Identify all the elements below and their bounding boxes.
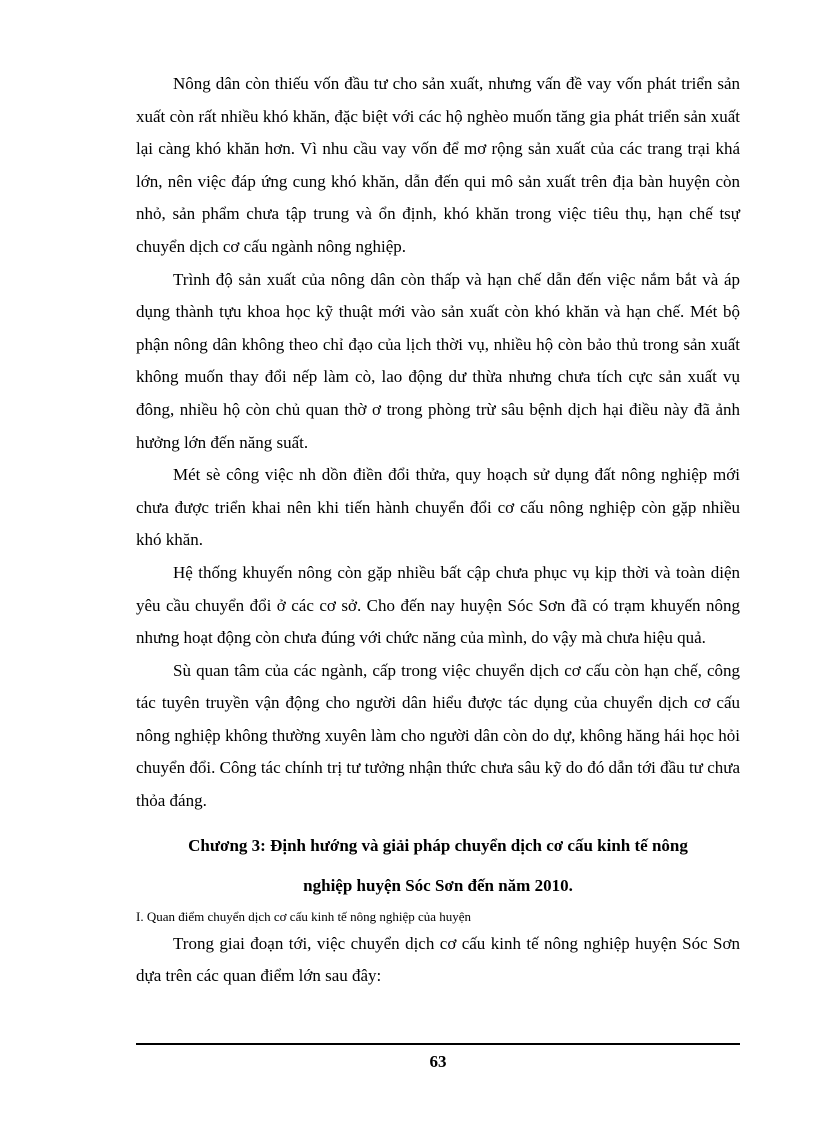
closing-paragraph: Trong giai đoạn tới, việc chuyển dịch cơ cấu kinh tế nông nghiệp huyện Sóc Sơn dựa trên các quan điểm lớn sau đây:: [136, 933, 740, 986]
chapter-heading: [136, 826, 740, 906]
document-page: [136, 68, 740, 993]
body-paragraph: Nông dân còn thiếu vốn đầu tư cho sản xuất, nhưng vấn đề vay vốn phát triển sản xuất còn rất nhiều khó khăn, đặc biệt với các hộ nghèo muốn tăng gia phát triển sản xuất lại càng khó khăn hơn. Vì nhu cầu vay vốn để mơ rộng sản xuất của các trang trại khá lớn, nên việc đáp ứng cung khó khăn, dẫn đến qui mô sản xuất trên địa bàn huyện còn nhỏ, sản phẩm chưa tập trung và ổn định, khó khăn trong việc tiêu thụ, hạn chế tsự chuyển dịch cơ cấu ngành nông nghiệp.: [136, 74, 740, 256]
section-heading: I. Quan điểm chuyển dịch cơ cấu kinh tế nông nghiệp của huyện: [136, 908, 472, 924]
chapter-heading-line-1: Chương 3: Định hướng và giải pháp chuyển dịch cơ cấu kinh tế nông: [188, 835, 688, 855]
body-paragraph: Sù quan tâm của các ngành, cấp trong việc chuyển dịch cơ cấu còn hạn chế, công tác tuyên truyền vận động cho người dân hiểu được tác dụng của chuyển dịch cơ cấu nông nghiệp không thường xuyên làm cho người dân còn do dự, không hăng hái học hỏi chuyển đổi. Công tác chính trị tư tưởng nhận thức chưa sâu kỹ do đó dẫn tới đầu tư chưa thỏa đáng.: [136, 660, 740, 811]
body-paragraph: Trình độ sản xuất của nông dân còn thấp và hạn chế dẫn đến việc nắm bắt và áp dụng thành tựu khoa học kỹ thuật mới vào sản xuất còn khó khăn và hạn chế. Mét bộ phận nông dân không theo chỉ đạo của lịch thời vụ, nhiều hộ còn bảo thủ trong sản xuất không muốn thay đổi nếp làm cò, lao động dư thừa nhưng chưa tích cực sản xuất vụ đông, nhiều hộ còn chủ quan thờ ơ trong phòng trừ sâu bệnh dịch hại điều này đã ảnh hưởng lớn đến năng suất.: [136, 269, 740, 452]
body-paragraph: Mét sè công việc nh dồn điền đổi thửa, quy hoạch sử dụng đất nông nghiệp mới chưa được triển khai nên khi tiến hành chuyển đổi cơ cấu nông nghiệp còn gặp nhiều khó khăn.: [136, 465, 740, 550]
chapter-heading-line-2: nghiệp huyện Sóc Sơn đến năm 2010.: [303, 875, 573, 895]
body-paragraph: Hệ thống khuyến nông còn gặp nhiều bất cập chưa phục vụ kịp thời và toàn diện yêu cầu chuyển đổi ở các cơ sở. Cho đến nay huyện Sóc Sơn đã có trạm khuyến nông nhưng hoạt động còn chưa đúng với chức năng của mình, do vậy mà chưa hiệu quả.: [136, 562, 740, 648]
footer-rule: [136, 1043, 740, 1045]
page-number: 63: [429, 1052, 447, 1071]
